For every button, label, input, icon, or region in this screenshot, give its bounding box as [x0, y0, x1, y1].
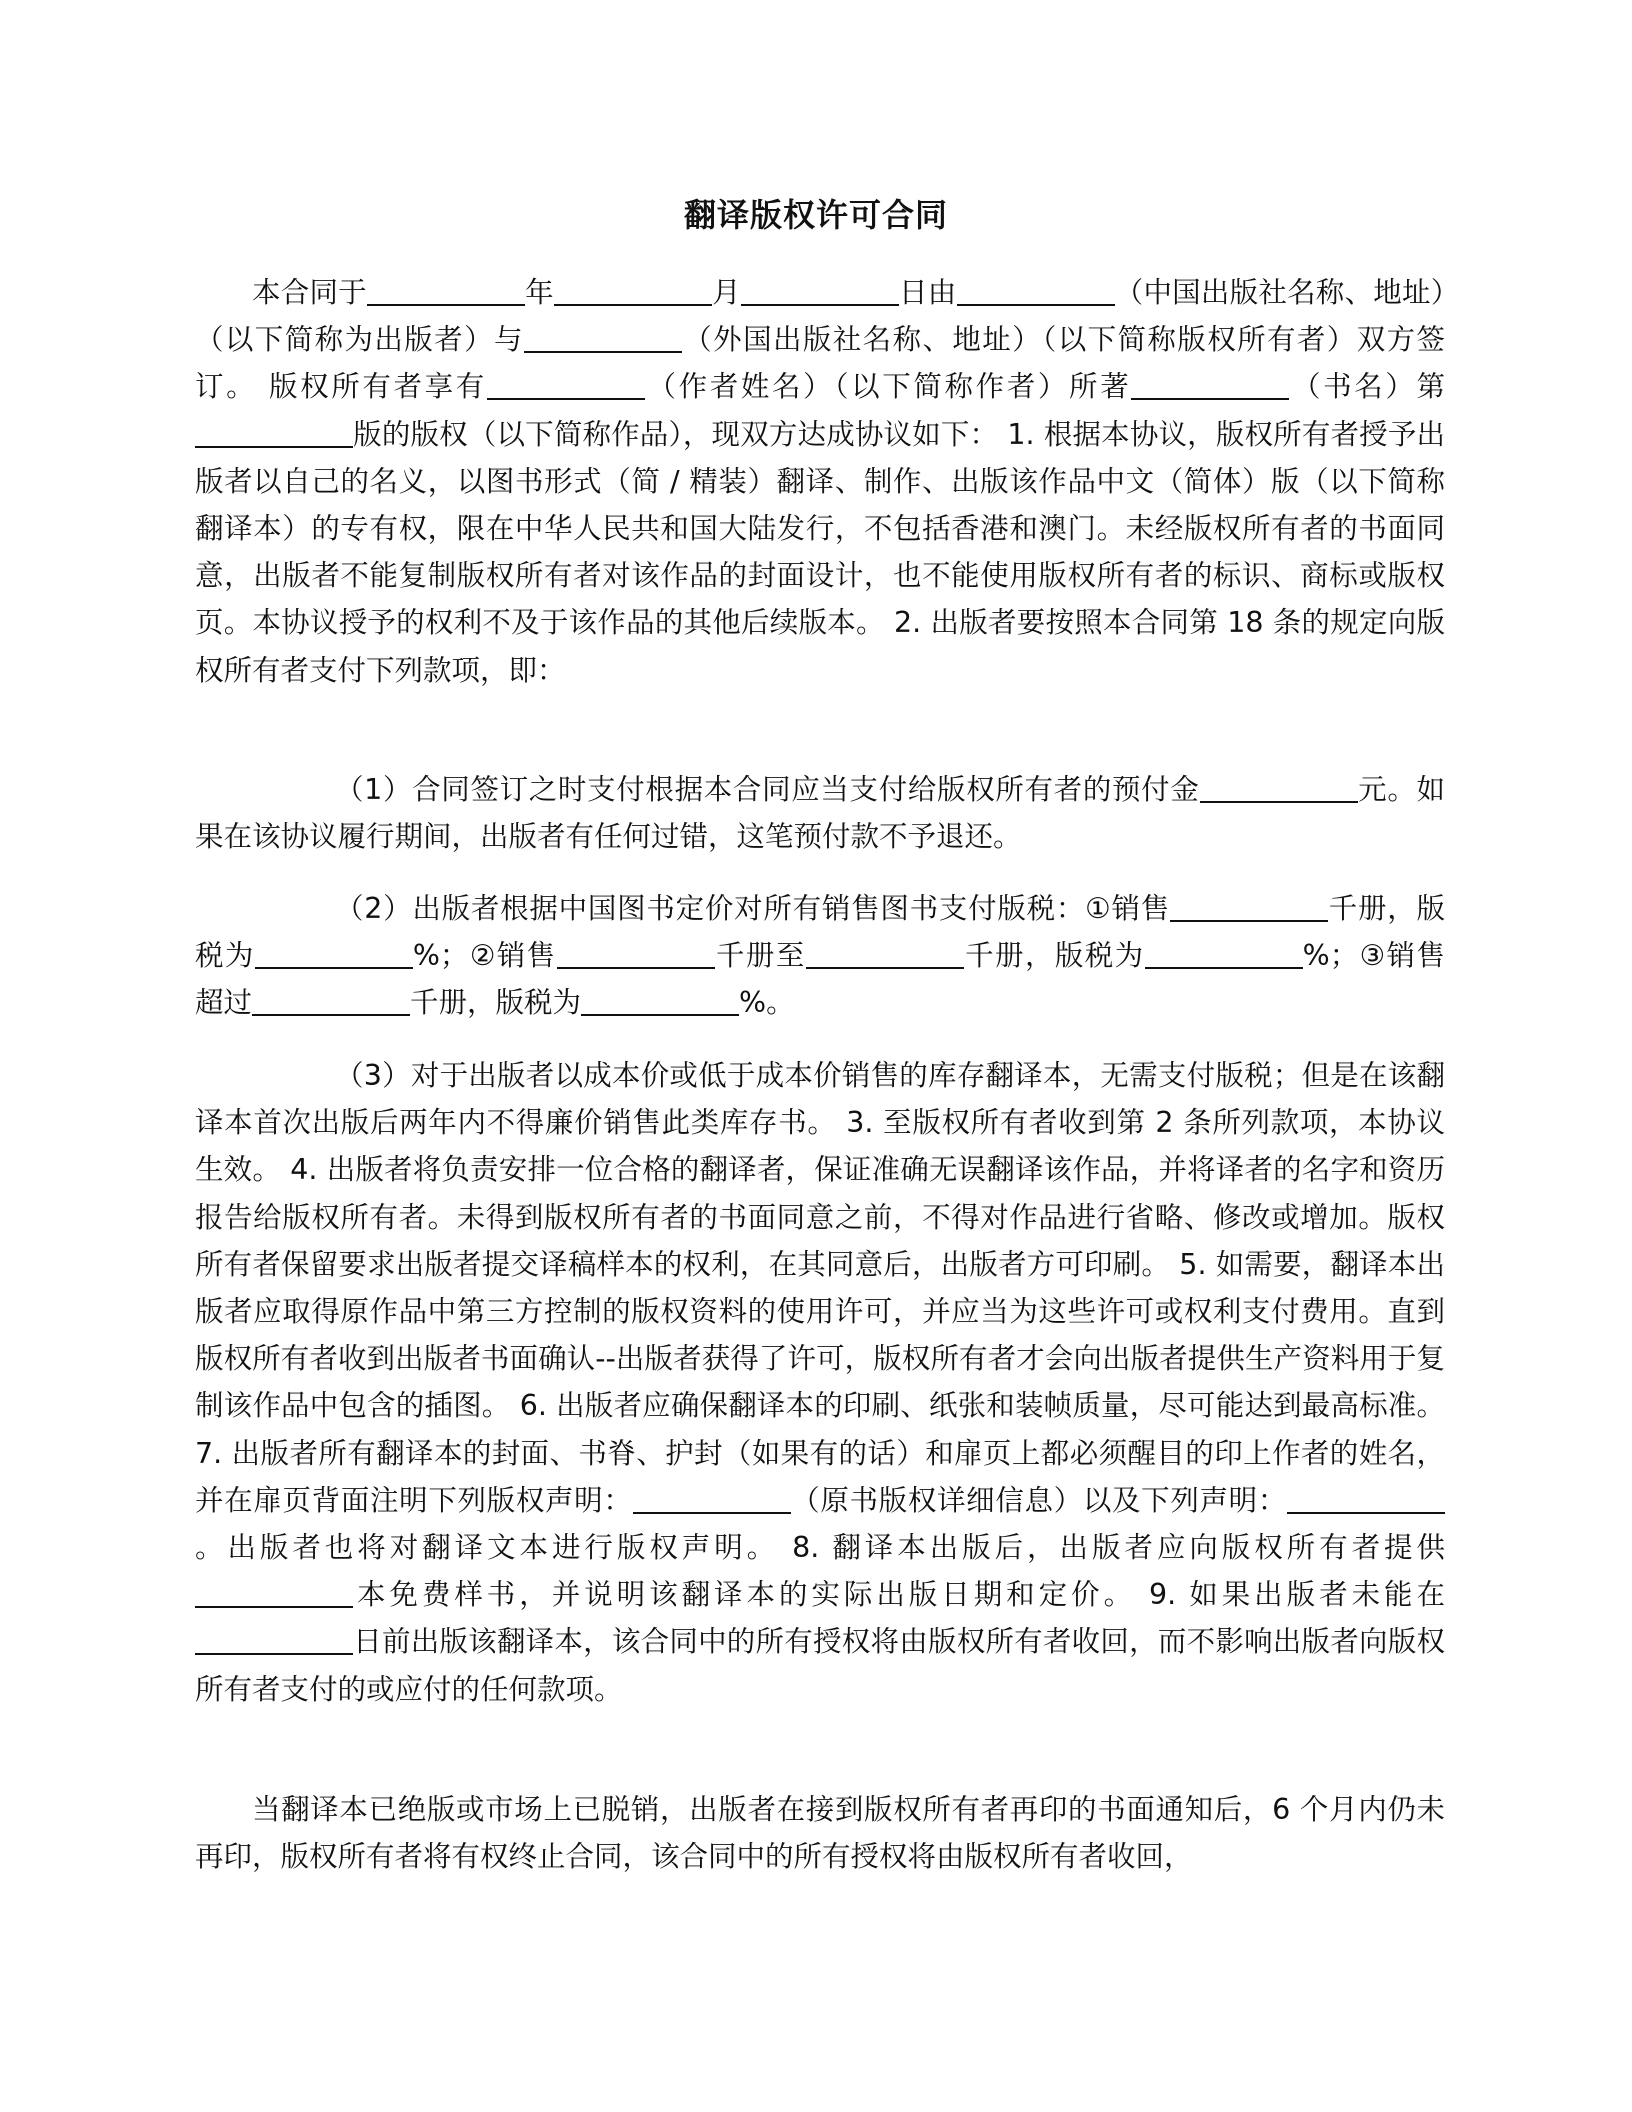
- blank-field[interactable]: [252, 984, 410, 1016]
- text-segment: 。出版者也将对翻译文本进行版权声明。 8. 翻译本出版后，出版者应向版权所有者提供: [195, 1531, 1445, 1565]
- blank-field[interactable]: [957, 274, 1115, 306]
- text-segment: （作者姓名）（以下简称作者）所著: [644, 370, 1132, 404]
- text-segment: 本免费样书，并说明该翻译本的实际出版日期和定价。 9. 如果出版者未能在: [353, 1578, 1445, 1612]
- text-segment: 月: [711, 276, 741, 309]
- blank-field[interactable]: [1170, 890, 1328, 922]
- text-segment: 千册，版税为: [963, 939, 1145, 973]
- text-segment: 千册，版税为: [410, 986, 582, 1020]
- blank-field[interactable]: [195, 1576, 353, 1608]
- blank-field[interactable]: [1131, 368, 1289, 400]
- text-segment: 版的版权（以下简称作品），现双方达成协议如下： 1. 根据本协议，版权所有者授予出版者以自己的名义，以图书形式（简 / 精装）翻译、制作、出版该作品中文（简体）版（以下简称翻译本）的专有权，限在中华人民共和国大陆发行，不包括香港和澳门。未经版权所有者的书面同意，出版者不能复制版权所有者对该作品的封面设计，也不能使用版权所有者的标识、商标或版权页。本协议授予的权利不及于该作品的其他后续版本。 2. 出版者要按照本合同第 18 条的规定向版权所有者支付下列款项，即：: [195, 417, 1445, 687]
- blank-field[interactable]: [1200, 771, 1358, 803]
- text-segment: （1）合同签订之时支付根据本合同应当支付给版权所有者的预付金: [335, 773, 1200, 806]
- blank-field[interactable]: [1287, 1482, 1445, 1514]
- text-segment: 本合同于: [252, 276, 367, 309]
- text-segment: （2）出版者根据中国图书定价对所有销售图书支付版税：①销售: [335, 892, 1170, 925]
- blank-field[interactable]: [195, 416, 353, 448]
- text-segment: 千册，版税为: [195, 892, 1445, 973]
- blank-field[interactable]: [195, 1623, 353, 1655]
- blank-field[interactable]: [741, 274, 899, 306]
- text-segment: 日前出版该翻译本，该合同中的所有授权将由版权所有者收回，而不影响出版者向版权所有者支付的或应付的任何款项。: [195, 1625, 1445, 1706]
- text-segment: （外国出版社名称、地址）（以下简称版权所有者）双方签订。 版权所有者享有: [195, 323, 1445, 404]
- blank-field[interactable]: [524, 321, 682, 353]
- text-segment: %；②销售: [412, 939, 557, 973]
- document-title: 翻译版权许可合同: [683, 196, 948, 234]
- text-segment: （原书版权详细信息）以及下列声明：: [790, 1483, 1287, 1517]
- blank-field[interactable]: [633, 1482, 791, 1514]
- text-segment: 日由: [898, 276, 957, 309]
- paragraph-out-of-print: [195, 1786, 1445, 1880]
- paragraph-advance-payment: [195, 766, 1445, 860]
- text-segment: %；③销售超过: [195, 939, 1445, 1020]
- blank-field[interactable]: [367, 274, 525, 306]
- blank-field[interactable]: [1145, 937, 1303, 969]
- text-segment: （3）对于出版者以成本价或低于成本价销售的库存翻译本，无需支付版税；但是在该翻译本首次出版后两年内不得廉价销售此类库存书。 3. 至版权所有者收到第 2 条所列款项，本协议生效。 4. 出版者将负责安排一位合格的翻译者，保证准确无误翻译该作品，并将译者的名字和资历报告给版权所有者。未得到版权所有者的书面同意之前，不得对作品进行省略、修改或增加。版权所有者保留要求出版者提交译稿样本的权利，在其同意后，出版者方可印刷。 5. 如需要，翻译本出版者应取得原作品中第三方控制的版权资料的使用许可，并应当为这些许可或权利支付费用。直到版权所有者收到出版者书面确认--出版者获得了许可，版权所有者才会向出版者提供生产资料用于复制该作品中包含的插图。 6. 出版者应确保翻译本的印刷、纸张和装帧质量，尽可能达到最高标准。 7. 出版者所有翻译本的封面、书脊、护封（如果有的话）和扉页上都必须醒目的印上作者的姓名，并在扉页背面注明下列版权声明：: [195, 1059, 1445, 1517]
- text-segment: 当翻译本已绝版或市场上已脱销，出版者在接到版权所有者再印的书面通知后，6 个月内仍未再印，版权所有者将有权终止合同，该合同中的所有授权将由版权所有者收回，: [195, 1793, 1445, 1874]
- text-segment: 千册至: [714, 939, 806, 973]
- paragraph-royalties: [195, 885, 1445, 1027]
- blank-field[interactable]: [557, 937, 715, 969]
- paragraph-preamble: [195, 269, 1445, 694]
- text-segment: 元。如果在该协议履行期间，出版者有任何过错，这笔预付款不予退还。: [195, 773, 1445, 854]
- text-segment: 年: [524, 276, 554, 309]
- text-segment: （中国出版社名称、地址）（以下简称为出版者）与: [195, 276, 1445, 357]
- blank-field[interactable]: [581, 984, 739, 1016]
- blank-field[interactable]: [487, 368, 645, 400]
- blank-field[interactable]: [554, 274, 712, 306]
- text-segment: %。: [739, 986, 795, 1020]
- blank-field[interactable]: [255, 937, 413, 969]
- text-segment: （书名）第: [1289, 370, 1445, 404]
- paragraph-terms: [195, 1052, 1445, 1713]
- blank-field[interactable]: [806, 937, 964, 969]
